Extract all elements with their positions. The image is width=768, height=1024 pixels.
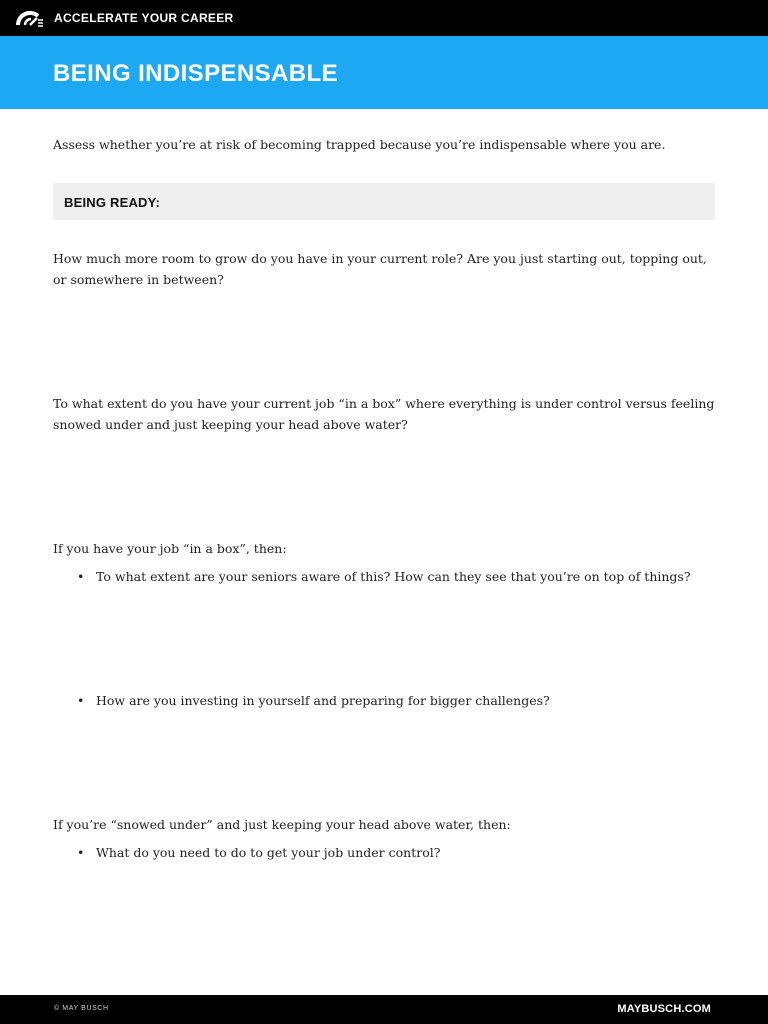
bullet-text: To what extent are your seniors aware of this? How can they see that you’re on top of things? [96,569,691,584]
website-link[interactable]: MAYBUSCH.COM [617,1003,711,1015]
bullet-icon: • [77,569,85,584]
footer-bar [0,995,768,1024]
question-4-intro: If you’re “snowed under” and just keeping your head above water, then: [53,817,511,832]
question-3-intro: If you have your job “in a box”, then: [53,541,287,556]
title-banner [0,36,768,109]
intro-text: Assess whether you’re at risk of becoming trapped because you’re indispensable where you are. [53,137,666,152]
bullet-text: How are you investing in yourself and preparing for bigger challenges? [96,693,550,708]
copyright-text: © MAY BUSCH [54,1005,109,1012]
bullet-icon: • [77,845,85,860]
top-bar [0,0,768,36]
brand-name: ACCELERATE YOUR CAREER [54,11,234,25]
section-header [53,183,715,220]
bullet-text: What do you need to do to get your job under control? [96,845,441,860]
question-1: How much more room to grow do you have in your current role? Are you just starting out, topping out, or somewhere in between? [53,251,707,287]
speedometer-logo-icon [16,9,44,27]
bullet-icon: • [77,693,85,708]
section-heading: BEING READY: [64,195,161,210]
question-2: To what extent do you have your current job “in a box” where everything is under control versus feeling snowed under and just keeping your head above water? [53,396,715,432]
page-title: BEING INDISPENSABLE [53,60,338,87]
